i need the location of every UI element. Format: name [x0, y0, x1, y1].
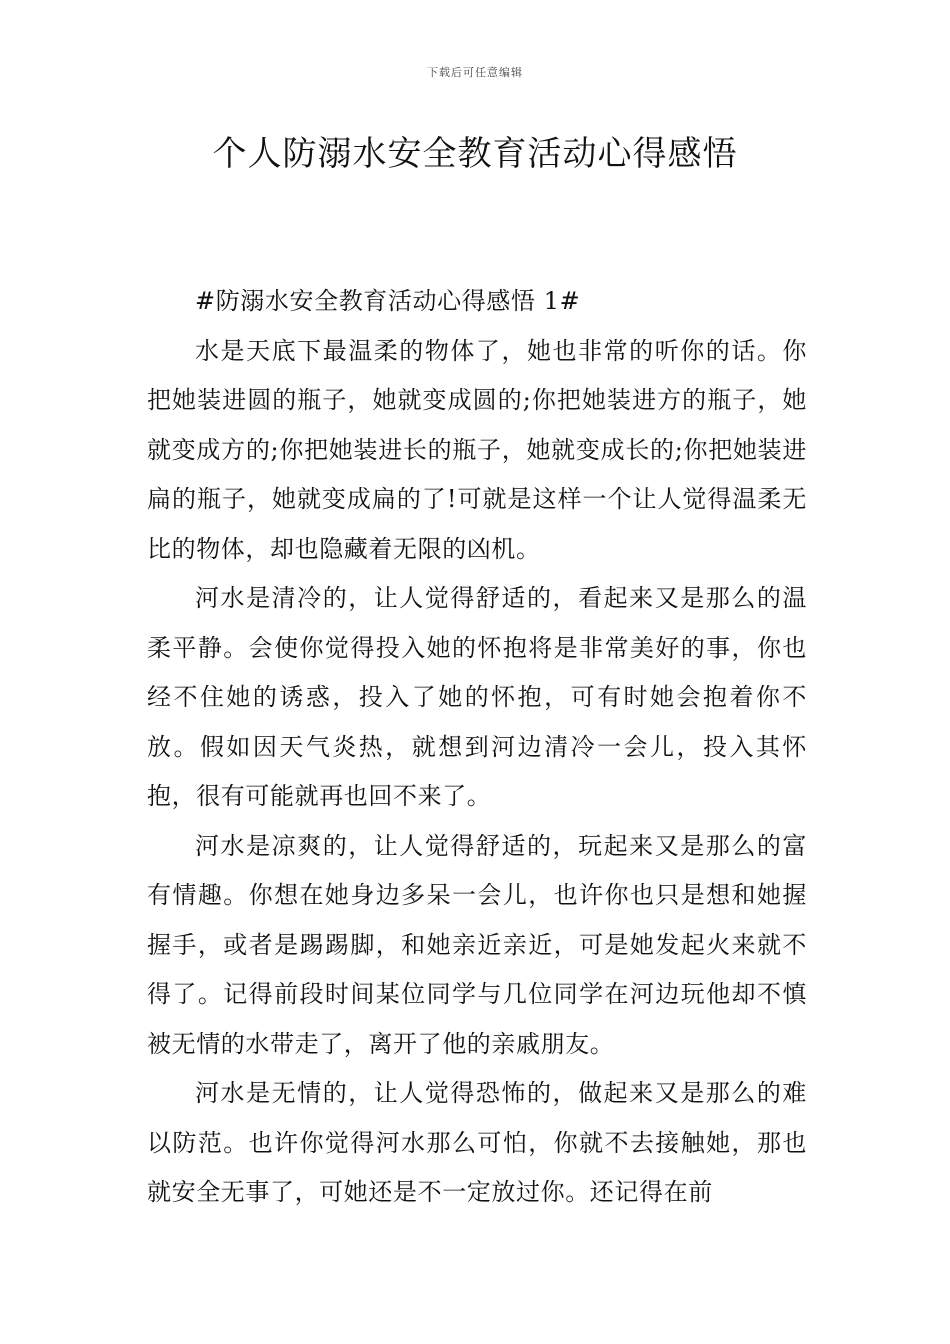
section-heading: #防溺水安全教育活动心得感悟 1# — [195, 287, 581, 315]
paragraph-4: 河水是无情的，让人觉得恐怖的，做起来又是那么的难以防范。也许你觉得河水那么可怕，你就不去接触她，那也就安全无事了，可她还是不一定放过你。还记得在前 — [147, 1079, 807, 1206]
paragraph-2: 河水是清冷的，让人觉得舒适的，看起来又是那么的温柔平静。会使你觉得投入她的怀抱将是非常美好的事，你也经不住她的诱惑，投入了她的怀抱，可有时她会抱着你不放。假如因天气炎热，就想到河边清冷一会儿，投入其怀抱，很有可能就再也回不来了。 — [147, 584, 807, 810]
document-title: 个人防溺水安全教育活动心得感悟 — [212, 134, 738, 174]
paragraph-3: 河水是凉爽的，让人觉得舒适的，玩起来又是那么的富有情趣。你想在她身边多呆一会儿，也许你也只是想和她握握手，或者是踢踢脚，和她亲近亲近，可是她发起火来就不得了。记得前段时间某位同学与几位同学在河边玩他却不慎被无情的水带走了，离开了他的亲戚朋友。 — [147, 831, 807, 1058]
header-note: 下载后可任意编辑 — [427, 66, 523, 79]
document-body — [147, 277, 807, 1218]
paragraph-1: 水是天底下最温柔的物体了，她也非常的听你的话。你把她装进圆的瓶子，她就变成圆的;你把她装进方的瓶子，她就变成方的;你把她装进长的瓶子，她就变成长的;你把她装进扁的瓶子，她就变成扁的了!可就是这样一个让人觉得温柔无比的物体，却也隐藏着无限的凶机。 — [147, 336, 807, 563]
